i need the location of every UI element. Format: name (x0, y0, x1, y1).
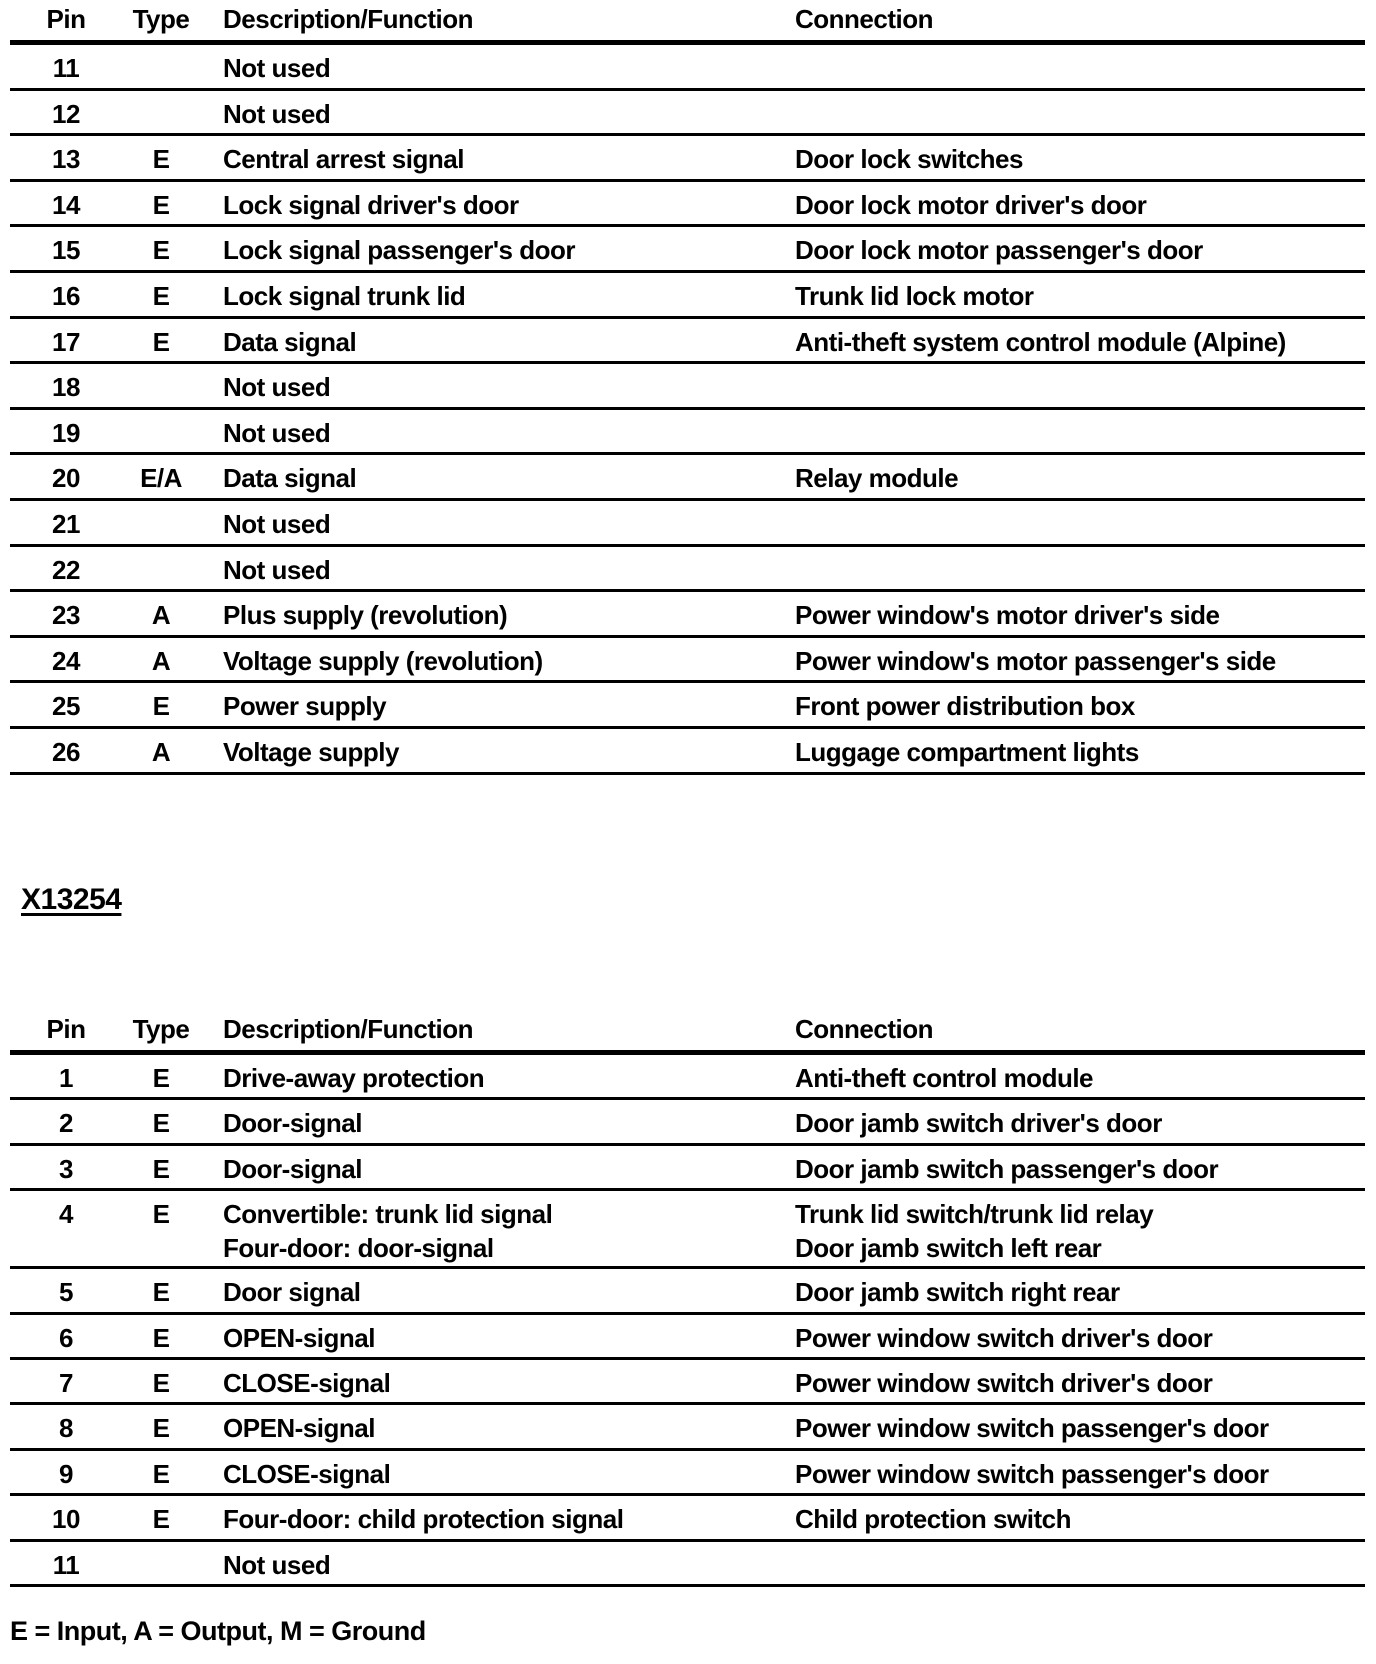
cell-description (223, 1548, 330, 1582)
cell-pin-line: 18 (52, 372, 80, 403)
cell-type (128, 644, 194, 678)
cell-connection-line: Trunk lid lock motor (795, 280, 1034, 311)
cell-pin-line: 10 (52, 1504, 80, 1535)
cell-connection (795, 279, 1033, 313)
cell-pin-line: 5 (59, 1277, 73, 1308)
cell-connection (795, 1061, 1093, 1095)
cell-description (223, 598, 507, 632)
cell-description-line: Door-signal (223, 1153, 362, 1184)
cell-description (223, 233, 575, 267)
cell-pin-line: 1 (59, 1063, 73, 1093)
cell-pin (38, 1502, 94, 1536)
cell-description-line: Voltage supply (223, 736, 399, 767)
table-row (10, 1055, 1365, 1100)
header-type: Type (132, 1014, 190, 1044)
cell-type-line: E (152, 189, 170, 220)
table-row (10, 273, 1365, 319)
cell-pin-line: 20 (52, 463, 80, 494)
cell-pin (38, 1457, 94, 1491)
cell-type-line: E (152, 144, 170, 175)
cell-description (223, 1411, 375, 1445)
cell-type (128, 1411, 194, 1445)
cell-description (223, 644, 543, 678)
cell-type-line: E (152, 235, 170, 266)
table-row (10, 729, 1365, 775)
cell-connection-line: Power window switch driver's door (795, 1367, 1213, 1398)
cell-pin-line: 6 (59, 1322, 73, 1353)
cell-description-line: Not used (223, 508, 331, 539)
cell-description-line: Door-signal (223, 1108, 362, 1139)
cell-pin-line: 19 (52, 417, 80, 448)
cell-pin (38, 1197, 94, 1231)
cell-description-line: Door signal (223, 1277, 361, 1308)
cell-type (128, 1366, 194, 1400)
cell-type-line: E (152, 1367, 170, 1398)
cell-pin (38, 97, 94, 131)
cell-connection-line: Power window switch passenger's door (795, 1413, 1269, 1444)
cell-description-line: Lock signal driver's door (223, 189, 519, 220)
cell-connection-line: Power window switch passenger's door (795, 1458, 1269, 1489)
cell-connection-line: Relay module (795, 463, 959, 494)
cell-pin-line: 23 (52, 600, 80, 631)
cell-connection (795, 1502, 1071, 1536)
cell-type (128, 1502, 194, 1536)
cell-type (128, 1321, 194, 1355)
cell-type (128, 233, 194, 267)
cell-connection-line: Door lock motor driver's door (795, 189, 1147, 220)
cell-connection-line: Door jamb switch right rear (795, 1277, 1120, 1308)
cell-pin (38, 735, 94, 769)
table-row (10, 501, 1365, 547)
header-description: Description/Function (223, 4, 473, 34)
table-header (10, 1010, 1365, 1055)
table-row (10, 1315, 1365, 1360)
header-description: Description/Function (223, 1014, 473, 1044)
cell-type (128, 325, 194, 359)
cell-description-line: OPEN-signal (223, 1413, 375, 1444)
table-row (10, 1146, 1365, 1191)
table-row (10, 410, 1365, 456)
cell-pin-line: 4 (59, 1199, 73, 1230)
cell-connection (795, 142, 1023, 176)
cell-description-line: Not used (223, 53, 331, 83)
cell-type (128, 1457, 194, 1491)
table-row (10, 45, 1365, 91)
cell-connection (795, 188, 1146, 222)
table-row (10, 182, 1365, 228)
cell-description (223, 51, 330, 85)
cell-pin (38, 1152, 94, 1186)
cell-pin (38, 188, 94, 222)
cell-description-line: Plus supply (revolution) (223, 600, 508, 631)
cell-pin (38, 370, 94, 404)
cell-pin-line: 8 (59, 1413, 73, 1444)
table-row (10, 1360, 1365, 1405)
cell-description-line: Lock signal trunk lid (223, 280, 466, 311)
cell-type (128, 1197, 194, 1231)
cell-description-line: Not used (223, 98, 331, 129)
cell-pin-line: 24 (52, 645, 80, 676)
cell-description (223, 279, 465, 313)
cell-description (223, 1061, 484, 1095)
table-row (10, 1451, 1365, 1496)
header-pin: Pin (46, 4, 86, 34)
cell-description (223, 735, 399, 769)
cell-description (223, 1275, 361, 1309)
cell-type-line: E (152, 1504, 170, 1535)
cell-pin (38, 1106, 94, 1140)
cell-pin-line: 21 (52, 508, 80, 539)
cell-pin-line: 11 (52, 53, 80, 83)
cell-type-line: E (152, 1413, 170, 1444)
table-row (10, 1191, 1365, 1269)
table-row (10, 319, 1365, 365)
cell-connection (795, 1366, 1212, 1400)
cell-description-line: Not used (223, 554, 331, 585)
table-row (10, 547, 1365, 593)
cell-pin-line: 16 (52, 280, 80, 311)
cell-description-line: Central arrest signal (223, 144, 464, 175)
cell-pin (38, 598, 94, 632)
cell-description (223, 188, 519, 222)
table-row (10, 455, 1365, 501)
cell-description (223, 97, 330, 131)
cell-connection (795, 1152, 1218, 1186)
cell-description (223, 1366, 390, 1400)
cell-pin (38, 1366, 94, 1400)
cell-description (223, 1152, 362, 1186)
table-row (10, 1542, 1365, 1587)
cell-pin-line: 25 (52, 691, 80, 722)
cell-type (128, 598, 194, 632)
cell-description-line: Convertible: trunk lid signal (223, 1199, 553, 1230)
table-row (10, 683, 1365, 729)
cell-pin (38, 325, 94, 359)
cell-connection (795, 644, 1276, 678)
cell-pin-line: 11 (52, 1549, 80, 1580)
cell-connection (795, 233, 1203, 267)
table-body (10, 45, 1365, 775)
cell-type (128, 1275, 194, 1309)
cell-description-line: Lock signal passenger's door (223, 235, 575, 266)
cell-description (223, 461, 356, 495)
cell-description (223, 1321, 375, 1355)
cell-connection (795, 1275, 1120, 1309)
cell-type-line: E (152, 691, 170, 722)
cell-type (128, 279, 194, 313)
cell-description (223, 1197, 552, 1265)
type-legend: E = Input, A = Output, M = Ground (10, 1616, 426, 1646)
cell-type-line: E (152, 1153, 170, 1184)
cell-description (223, 553, 330, 587)
cell-connection-line: Door jamb switch driver's door (795, 1108, 1162, 1139)
cell-connection-line: Door jamb switch passenger's door (795, 1153, 1219, 1184)
cell-type-line: E (152, 1063, 170, 1093)
cell-connection-line: Luggage compartment lights (795, 736, 1139, 767)
cell-type-line: E (152, 1199, 170, 1230)
pin-table-1 (10, 0, 1365, 775)
cell-type (128, 1152, 194, 1186)
cell-type-line: A (151, 736, 171, 767)
cell-pin (38, 644, 94, 678)
cell-pin-line: 22 (52, 554, 80, 585)
cell-description-line: CLOSE-signal (223, 1367, 391, 1398)
cell-type (128, 689, 194, 723)
cell-description (223, 370, 330, 404)
cell-connection (795, 735, 1139, 769)
cell-type-line: E/A (140, 463, 182, 494)
cell-description (223, 1502, 623, 1536)
cell-description-line: Not used (223, 417, 331, 448)
cell-pin (38, 51, 94, 85)
header-connection: Connection (795, 1014, 933, 1044)
cell-description (223, 416, 330, 450)
cell-connection-line: Door lock motor passenger's door (795, 235, 1203, 266)
cell-pin-line: 26 (52, 736, 80, 767)
cell-connection-line: Power window's motor driver's side (795, 600, 1220, 631)
table-row (10, 1269, 1365, 1314)
cell-pin (38, 461, 94, 495)
cell-type-line: E (152, 1458, 170, 1489)
cell-pin (38, 1061, 94, 1095)
table-row (10, 364, 1365, 410)
table-row (10, 136, 1365, 182)
table-row (10, 592, 1365, 638)
pin-table-2 (10, 1010, 1365, 1587)
cell-connection (795, 1321, 1212, 1355)
table-row (10, 1405, 1365, 1450)
section-title: X13254 (21, 883, 122, 916)
cell-connection (795, 1457, 1269, 1491)
cell-description-line: OPEN-signal (223, 1322, 375, 1353)
cell-type (128, 142, 194, 176)
cell-description (223, 142, 464, 176)
cell-connection-line: Anti-theft control module (795, 1063, 1094, 1093)
cell-description-line: Data signal (223, 326, 357, 357)
cell-type-line: E (152, 1108, 170, 1139)
cell-connection-line: Power window's motor passenger's side (795, 645, 1276, 676)
cell-description-line: Not used (223, 372, 331, 403)
cell-connection-line: Front power distribution box (795, 691, 1135, 722)
cell-pin-line: 7 (59, 1367, 73, 1398)
cell-pin-line: 2 (59, 1108, 73, 1139)
cell-description-line: Drive-away protection (223, 1063, 485, 1093)
cell-type-line: E (152, 1322, 170, 1353)
cell-pin (38, 142, 94, 176)
cell-pin-line: 3 (59, 1153, 73, 1184)
cell-connection (795, 325, 1286, 359)
cell-type (128, 461, 194, 495)
cell-pin (38, 1321, 94, 1355)
cell-connection-line: Anti-theft system control module (Alpine) (795, 326, 1286, 357)
cell-connection (795, 1106, 1162, 1140)
cell-pin-line: 13 (52, 144, 80, 175)
cell-pin-line: 14 (52, 189, 80, 220)
cell-connection (795, 598, 1219, 632)
cell-description (223, 1106, 362, 1140)
header-connection: Connection (795, 4, 933, 34)
cell-pin (38, 507, 94, 541)
cell-connection-line: Trunk lid switch/trunk lid relay (795, 1199, 1154, 1230)
cell-connection-line-2: Door jamb switch left rear (795, 1233, 1102, 1264)
cell-description-line: CLOSE-signal (223, 1458, 391, 1489)
table-body (10, 1055, 1365, 1587)
table-row (10, 227, 1365, 273)
cell-type-line: A (151, 645, 171, 676)
cell-description (223, 325, 356, 359)
table-row (10, 1496, 1365, 1541)
header-pin: Pin (46, 1014, 86, 1044)
cell-description-line: Data signal (223, 463, 357, 494)
cell-connection (795, 1411, 1269, 1445)
table-row (10, 638, 1365, 684)
cell-pin (38, 1411, 94, 1445)
cell-type (128, 188, 194, 222)
table-row (10, 91, 1365, 137)
cell-type (128, 1061, 194, 1095)
cell-connection (795, 689, 1135, 723)
cell-connection (795, 1197, 1153, 1265)
cell-pin (38, 233, 94, 267)
cell-description-line: Four-door: child protection signal (223, 1504, 624, 1535)
cell-description-line: Power supply (223, 691, 387, 722)
cell-pin (38, 689, 94, 723)
cell-pin-line: 17 (52, 326, 80, 357)
cell-pin-line: 9 (59, 1458, 73, 1489)
cell-type-line: E (152, 1277, 170, 1308)
cell-type (128, 735, 194, 769)
cell-pin (38, 1548, 94, 1582)
cell-type (128, 1106, 194, 1140)
cell-description-line: Voltage supply (revolution) (223, 645, 543, 676)
cell-pin (38, 553, 94, 587)
cell-connection-line: Door lock switches (795, 144, 1023, 175)
cell-description (223, 689, 386, 723)
cell-description (223, 507, 330, 541)
cell-connection-line: Child protection switch (795, 1504, 1071, 1535)
cell-pin (38, 416, 94, 450)
cell-pin-line: 12 (52, 98, 80, 129)
cell-pin (38, 279, 94, 313)
table-header (10, 0, 1365, 45)
cell-description (223, 1457, 390, 1491)
cell-description-line-2: Four-door: door-signal (223, 1233, 494, 1264)
cell-connection (795, 461, 958, 495)
header-type: Type (132, 4, 190, 34)
table-row (10, 1100, 1365, 1145)
cell-description-line: Not used (223, 1549, 331, 1580)
cell-pin (38, 1275, 94, 1309)
cell-type-line: E (152, 326, 170, 357)
cell-type-line: E (152, 280, 170, 311)
cell-connection-line: Power window switch driver's door (795, 1322, 1213, 1353)
cell-pin-line: 15 (52, 235, 80, 266)
cell-type-line: A (151, 600, 171, 631)
